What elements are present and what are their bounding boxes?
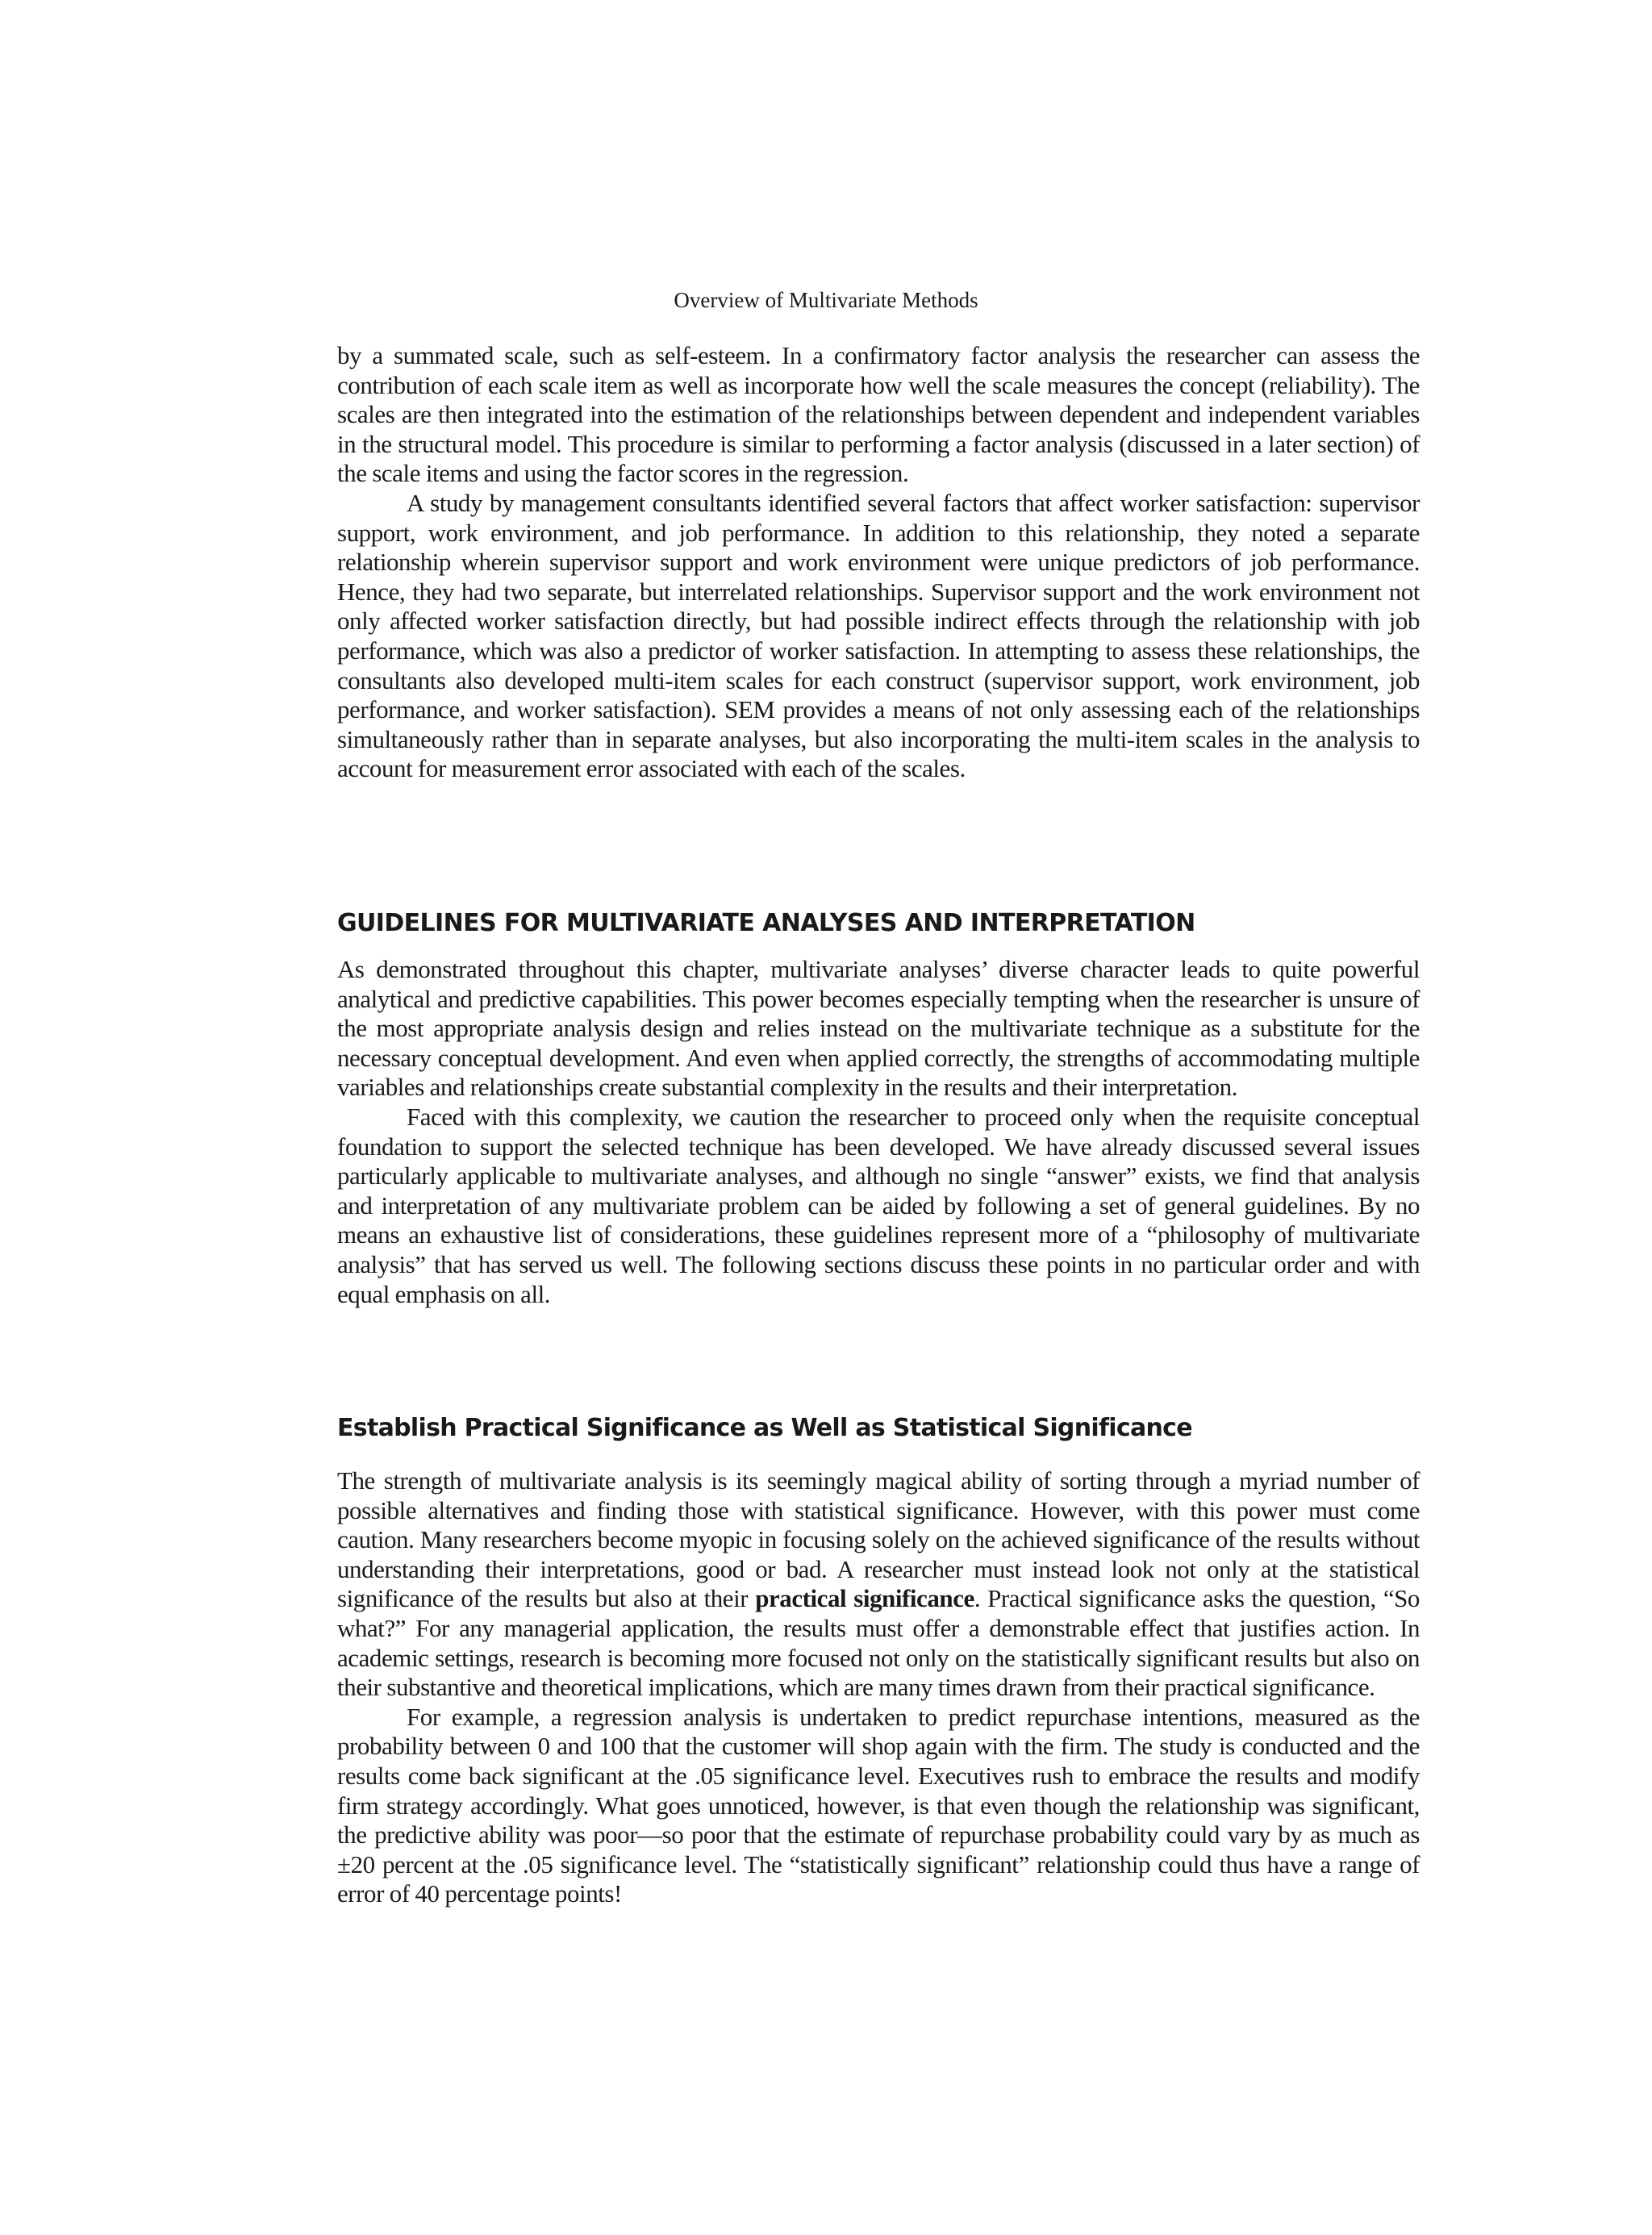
subsection-heading: Establish Practical Significance as Well as Statistical Significance [337,1414,1192,1442]
paragraph-text: . Practical significance asks the question, “So what?” For any managerial application, the results must offer a demonstrable effect that justifies action. In academic settings, research is becoming more focused not only on the statistically significant results but also on their substantive and theoretical implications, which are many times drawn from their practical significance. [337,1584,1420,1702]
subsection-text-block [337,1466,1420,1909]
paragraph: A study by management consultants identified several factors that affect worker satisfaction: supervisor support, work environment, and job performance. In addition to this relationship, they noted a separate relationship wherein supervisor support and work environment were unique predictors of job performance. Hence, they had two separate, but interrelated relationships. Supervisor support and the work environment not only affected worker satisfaction directly, but had possible indirect effects through the relationship with job performance, which was also a predictor of worker satisfaction. In attempting to assess these relationships, the consultants also developed multi-item scales for each construct (supervisor support, work environment, job performance, and worker satisfaction). SEM provides a means of not only assessing each of the relationships simultaneously rather than in separate analyses, but also incorporating the multi-item scales in the analysis to account for measurement error associated with each of the scales. [337,488,1420,783]
paragraph [337,1466,1420,1703]
paragraph: For example, a regression analysis is undertaken to predict repurchase intentions, measured as the probability between 0 and 100 that the customer will shop again with the firm. The study is conducted and the results come back significant at the .05 significance level. Executives rush to embrace the results and modify firm strategy accordingly. What goes unnoticed, however, is that even though the relationship was significant, the predictive ability was poor—so poor that the estimate of repurchase probability could vary by as much as ±20 percent at the .05 significance level. The “statistically significant” relationship could thus have a range of error of 40 percentage points! [337,1702,1420,1908]
paragraph: Faced with this complexity, we caution the researcher to proceed only when the requisite conceptual foundation to support the selected technique has been developed. We have already discussed several issues particularly applicable to multivariate analyses, and although no single “answer” exists, we find that analysis and interpretation of any multivariate problem can be aided by following a set of general guidelines. By no means an exhaustive list of considerations, these guidelines represent more of a “philosophy of multivariate analysis” that has served us well. The following sections discuss these points in no particular order and with equal emphasis on all. [337,1102,1420,1308]
section-heading: GUIDELINES FOR MULTIVARIATE ANALYSES AND INTERPRETATION [337,909,1195,937]
paragraph: As demonstrated throughout this chapter, multivariate analyses’ diverse character leads to quite powerful analytical and predictive capabilities. This power becomes especially tempting when the researcher is unsure of the most appropriate analysis design and relies instead on the multivariate technique as a substitute for the necessary conceptual development. And even when applied correctly, the strengths of accommodating multiple variables and relationships create substantial complexity in the results and their interpretation. [337,955,1420,1102]
key-term: practical significance [755,1584,974,1613]
section-text-block [337,955,1420,1309]
continued-text-block [337,341,1420,784]
running-head: Overview of Multivariate Methods [674,288,978,312]
paragraph: by a summated scale, such as self-esteem. In a confirmatory factor analysis the researcher can assess the contribution of each scale item as well as incorporate how well the scale measures the concept (reliability). The scales are then integrated into the estimation of the relationships between dependent and independent variables in the structural model. This procedure is similar to performing a factor analysis (discussed in a later section) of the scale items and using the factor scores in the regression. [337,341,1420,488]
paragraph-text: The strength of multivariate analysis is its seemingly magical ability of sorting through a myriad number of possible alternatives and finding those with statistical significance. However, with this power must come caution. Many researchers become myopic in focusing solely on the achieved significance of the results without understanding their interpretations, good or bad. A researcher must instead look not only at the statistical significance of the results but also at their [337,1466,1420,1613]
